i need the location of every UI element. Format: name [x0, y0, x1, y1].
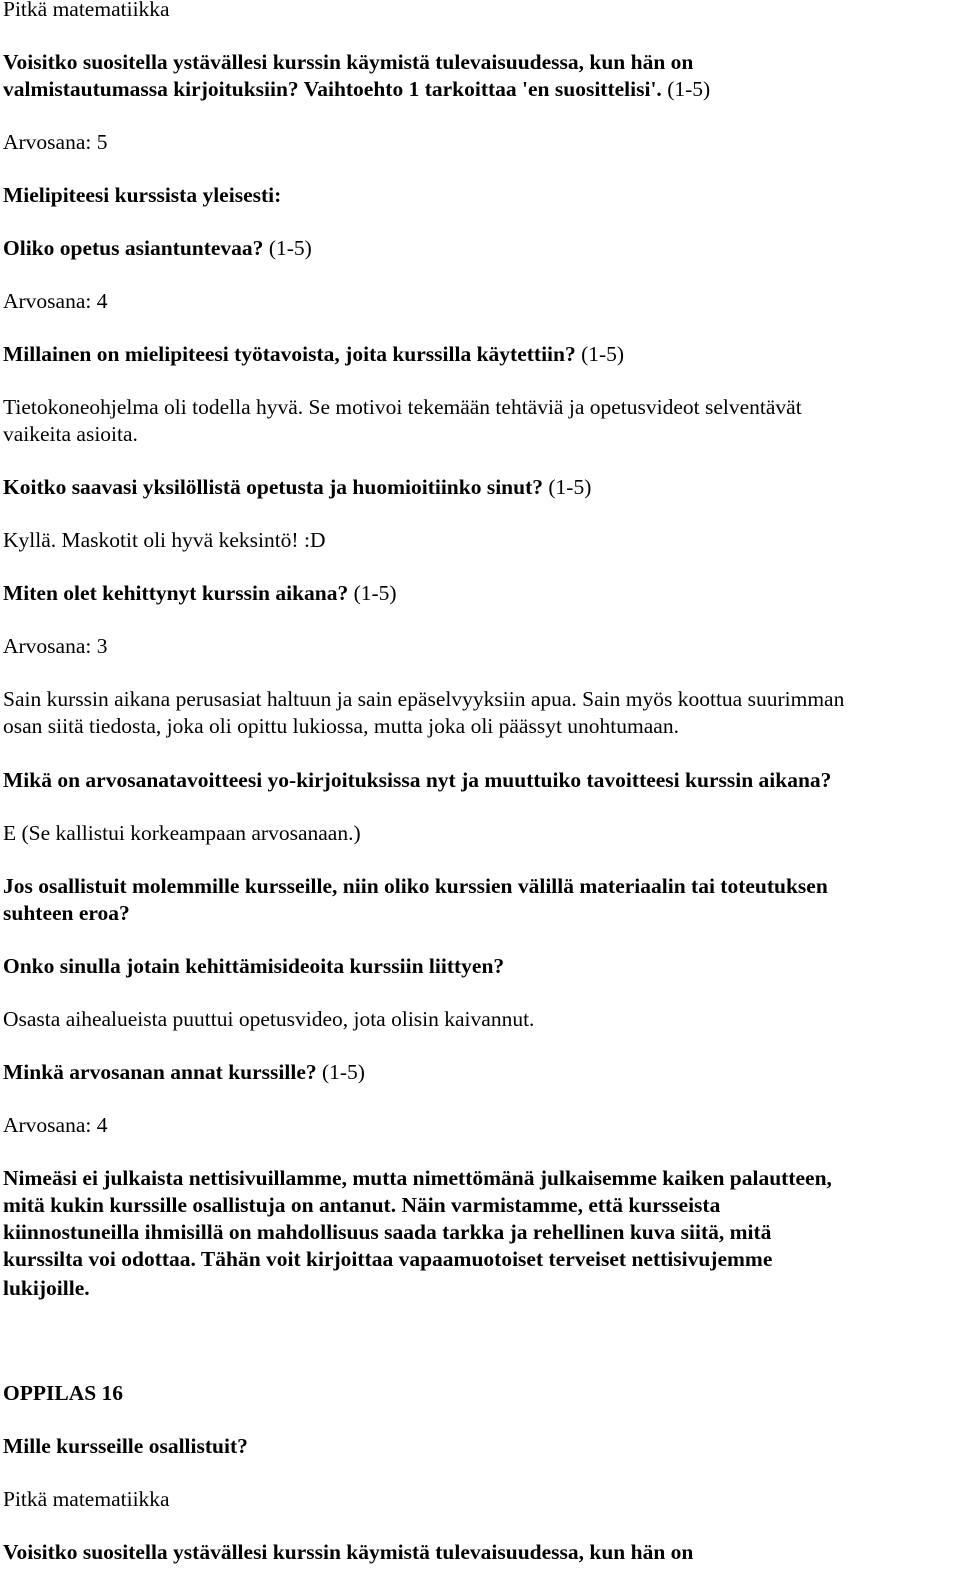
question-text: Onko sinulla jotain kehittämisideoita kurssiin liittyen? [3, 954, 505, 978]
scale-tag: (1-5) [581, 342, 625, 366]
answer-text: Sain kurssin aikana perusasiat haltuun ja sain epäselvyyksiin apua. Sain myös koottua suurimman [3, 687, 845, 711]
scale-tag: (1-5) [321, 1060, 365, 1084]
question-text: Minkä arvosanan annat kurssille? (1-5) [3, 1060, 365, 1084]
answer-text: Kyllä. Maskotit oli hyvä keksintö! :D [3, 528, 326, 552]
answer-text: vaikeita asioita. [3, 422, 138, 446]
question-text: kurssilta voi odottaa. Tähän voit kirjoittaa vapaamuotoiset terveiset nettisivujemme [3, 1247, 773, 1271]
question-text: suhteen eroa? [3, 901, 130, 925]
answer-text: Tietokoneohjelma oli todella hyvä. Se motivoi tekemään tehtäviä ja opetusvideot selventävät [3, 395, 802, 419]
question-text: Mikä on arvosanatavoitteesi yo-kirjoituksissa nyt ja muuttuiko tavoitteesi kurssin aikana? [3, 768, 832, 792]
answer-text: osan siitä tiedosta, joka oli opittu lukiossa, mutta joka oli päässyt unohtumaan. [3, 714, 679, 738]
question-text: Voisitko suositella ystävällesi kurssin käymistä tulevaisuudessa, kun hän on [3, 1540, 694, 1564]
answer-rating: Arvosana: 4 [3, 289, 108, 313]
question-text: Miten olet kehittynyt kurssin aikana? (1-5) [3, 581, 397, 605]
question-text: Voisitko suositella ystävällesi kurssin käymistä tulevaisuudessa, kun hän on [3, 50, 694, 74]
answer-text: Pitkä matematiikka [3, 1487, 170, 1511]
answer-text: Osasta aihealueista puuttui opetusvideo, jota olisin kaivannut. [3, 1007, 535, 1031]
answer-rating: Arvosana: 4 [3, 1113, 108, 1137]
question-text: kiinnostuneilla ihmisillä on mahdollisuus saada tarkka ja rehellinen kuva siitä, mitä [3, 1220, 772, 1244]
answer-rating: Arvosana: 5 [3, 130, 108, 154]
question-text: Oliko opetus asiantuntevaa? (1-5) [3, 236, 312, 260]
question-text: Nimeäsi ei julkaista nettisivuillamme, mutta nimettömänä julkaisemme kaiken palautteen, [3, 1166, 832, 1190]
question-text: mitä kukin kurssille osallistuja on antanut. Näin varmistamme, että kursseista [3, 1193, 721, 1217]
question-text: Mille kursseille osallistuit? [3, 1434, 248, 1458]
student-heading: OPPILAS 16 [3, 1381, 124, 1405]
question-text: Millainen on mielipiteesi työtavoista, joita kurssilla käytettiin? (1-5) [3, 342, 625, 366]
question-text: Jos osallistuit molemmille kursseille, niin oliko kurssien välillä materiaalin tai toteutuksen [3, 874, 828, 898]
question-text: Koitko saavasi yksilöllistä opetusta ja huomioitiinko sinut? (1-5) [3, 475, 592, 499]
question-text: valmistautumassa kirjoituksiin? Vaihtoehto 1 tarkoittaa 'en suosittelisi'. (1-5) [3, 77, 711, 101]
answer-text: E (Se kallistui korkeampaan arvosanaan.) [3, 821, 361, 845]
scale-tag: (1-5) [667, 77, 711, 101]
scale-tag: (1-5) [268, 236, 312, 260]
answer-text: Pitkä matematiikka [3, 0, 170, 21]
question-text: lukijoille. [3, 1276, 90, 1300]
scale-tag: (1-5) [548, 475, 592, 499]
section-heading: Mielipiteesi kurssista yleisesti: [3, 183, 282, 207]
scale-tag: (1-5) [353, 581, 397, 605]
answer-rating: Arvosana: 3 [3, 634, 108, 658]
